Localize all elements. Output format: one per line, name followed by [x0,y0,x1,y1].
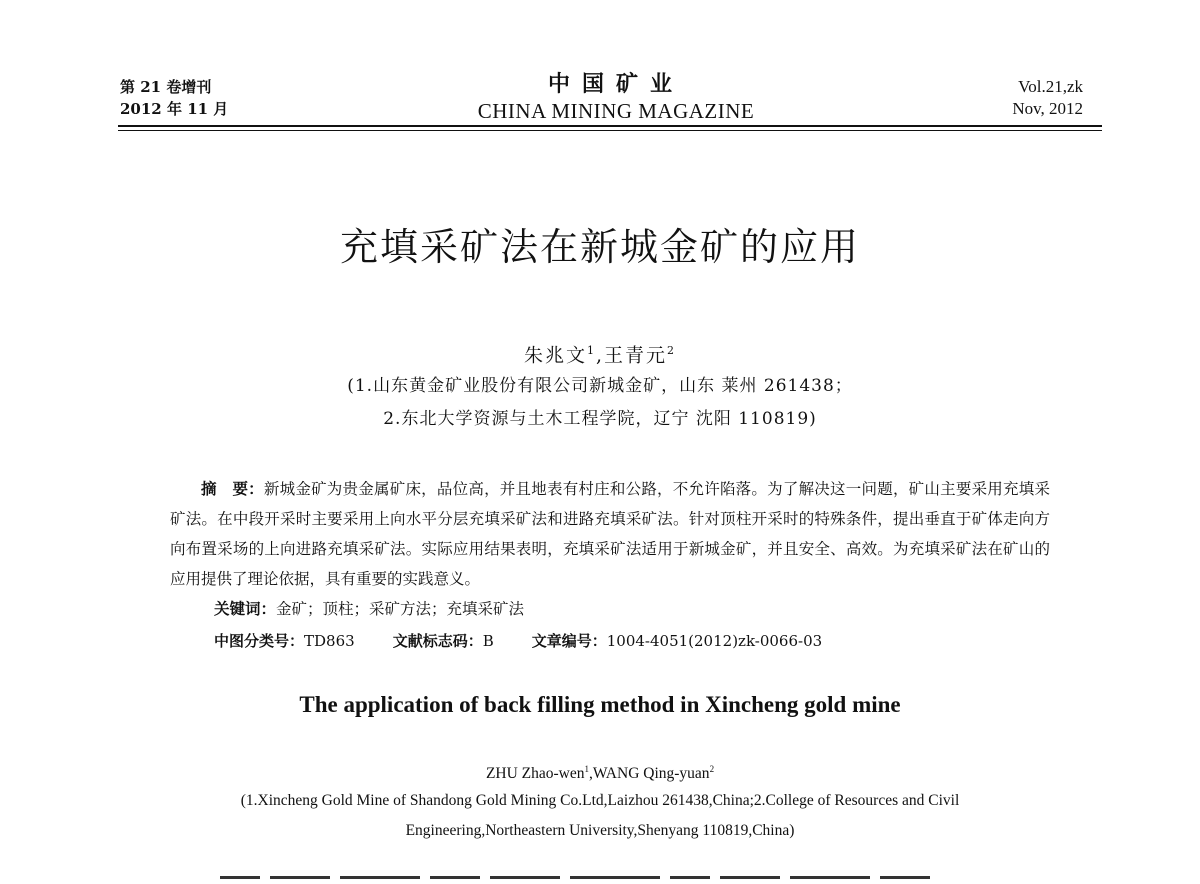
article-no-label: 文章编号： [531,632,607,650]
affiliation-en-line2: Engineering,Northeastern University,Shenyang 110819,China) [405,822,795,839]
affiliation-cn-line1: (1.山东黄金矿业股份有限公司新城金矿，山东 莱州 261438； [347,376,853,396]
author-affiliation-mark: 1 [584,764,590,774]
paper-title-en: The application of back filling method in Xincheng gold mine [299,692,901,717]
author-separator: , [595,344,605,367]
affiliation-cn-line2: 2.东北大学资源与土木工程学院，辽宁 沈阳 110819) [383,409,817,429]
journal-name-en: CHINA MINING MAGAZINE [477,99,755,123]
author-separator: , [589,765,593,783]
author-name: ZHU Zhao-wen [485,765,585,783]
author-name: 王青元 [604,344,668,367]
header-rule-thin [118,130,1102,131]
clc-label: 中图分类号： [214,632,305,650]
journal-masthead [400,70,832,124]
author-name: 朱兆文 [523,344,587,367]
author-affiliation-mark: 2 [709,764,715,774]
abstract-cn [170,474,1050,594]
doc-code-label: 文献标志码： [392,632,483,650]
keywords-cn [214,596,524,622]
journal-name-cn: 中国矿业 [547,71,684,97]
authors-en [0,758,1200,785]
keywords-label: 关键词： [214,599,277,618]
volume-en: Vol.21,zk [1018,77,1083,96]
date-en: Nov, 2012 [1012,99,1083,118]
header-right [1012,76,1083,120]
keywords-text: 金矿；顶柱；采矿方法；充填采矿法 [276,600,525,618]
affiliation-en-line1: (1.Xincheng Gold Mine of Shandong Gold Mining Co.Ltd,Laizhou 261438,China;2.College of Resources and Civil [240,792,960,809]
article-no-value: 1004-4051(2012)zk-0066-03 [606,632,823,650]
doc-code-value: B [482,632,494,650]
classification-line [214,628,822,654]
authors-cn [0,338,1200,368]
abstract-label: 摘 要： [201,479,264,498]
clipped-text-line [220,876,1010,884]
volume-cn: 第 21 卷增刊 [120,78,212,96]
header-rule-thick [118,125,1102,127]
paper-title-cn: 充填采矿法在新城金矿的应用 [339,225,860,269]
date-cn: 2012 年 11 月 [120,100,229,118]
author-affiliation-mark: 1 [586,344,596,357]
author-name: WANG Qing-yuan [592,765,710,783]
author-affiliation-mark: 2 [667,344,677,357]
clc-value: TD863 [304,632,355,650]
header-left [120,76,228,120]
abstract-text: 新城金矿为贵金属矿床，品位高，并且地表有村庄和公路，不允许陷落。为了解决这一问题，矿山主要采用充填采矿法。在中段开采时主要采用上向水平分层充填采矿法和进路充填采矿法。针对顶柱开采时的特殊条件，提出垂直于矿体走向方向布置采场的上向进路充填采矿法。实际应用结果表明，充填采矿法适用于新城金矿，并且安全、高效。为充填采矿法在矿山的应用提供了理论依据，具有重要的实践意义。 [170,480,1050,588]
